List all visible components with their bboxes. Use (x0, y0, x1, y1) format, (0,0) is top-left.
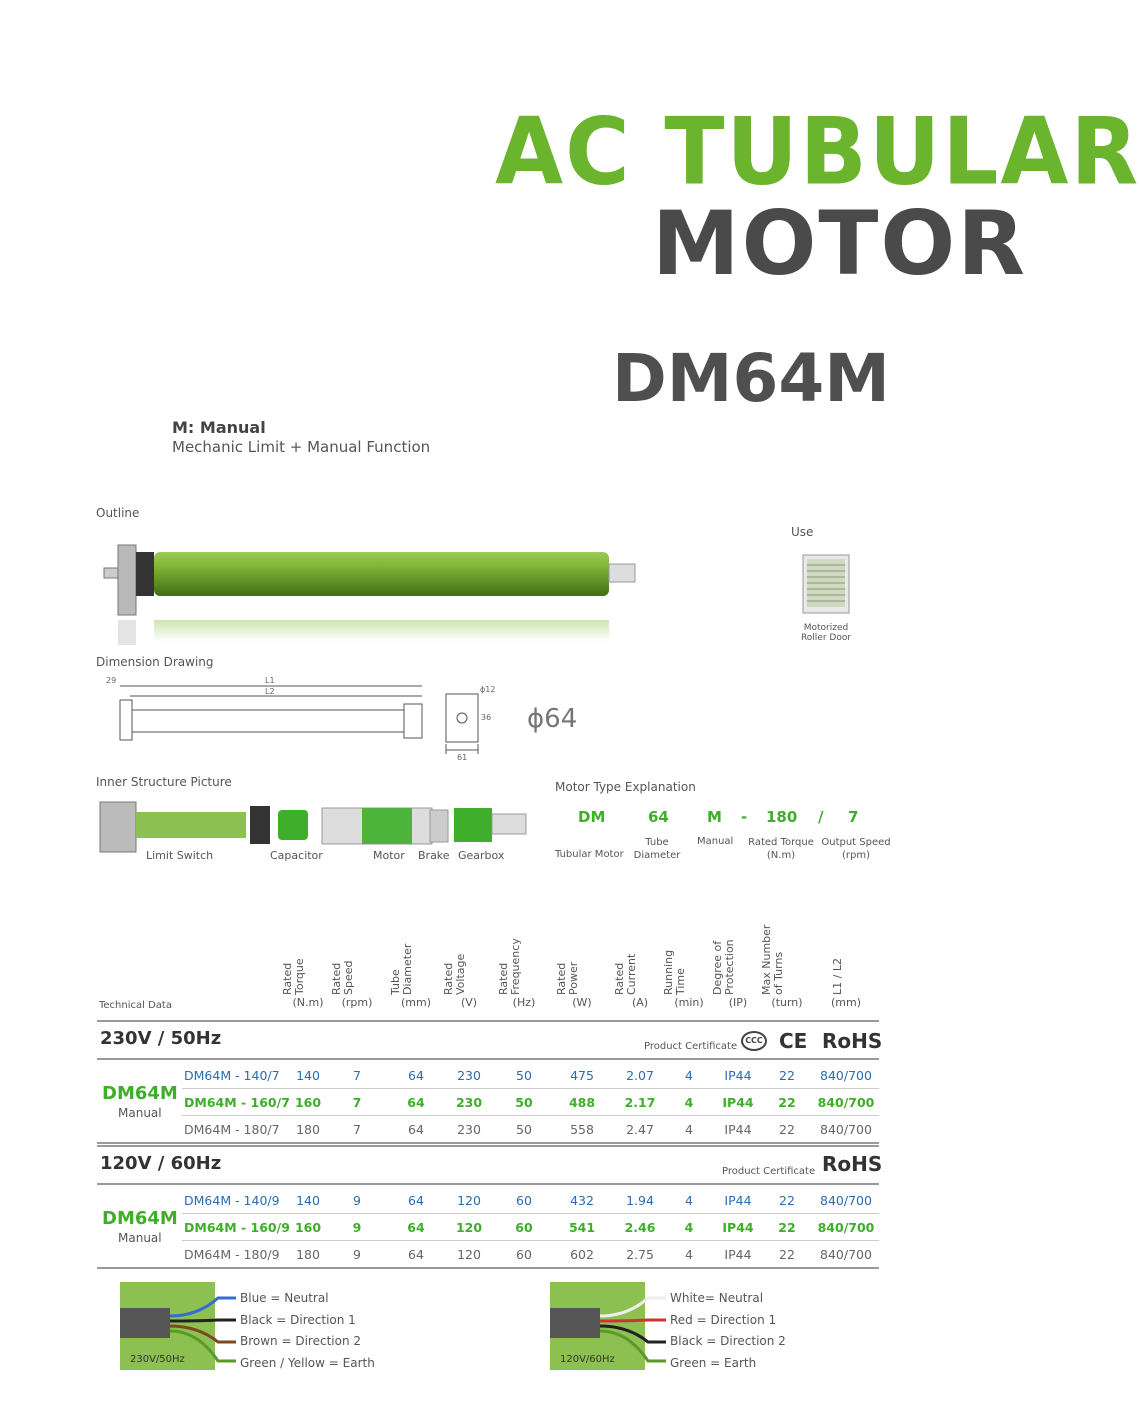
voltage-tag: 230V/50Hz (130, 1354, 185, 1365)
row-cell: 50 (515, 1095, 533, 1110)
row-cell: 64 (407, 1220, 425, 1235)
row-cell: 50 (516, 1122, 532, 1137)
row-cell: 9 (353, 1247, 361, 1262)
wire-label: Blue = Neutral (240, 1291, 329, 1305)
lbl-speed-unit: (rpm) (841, 850, 870, 861)
row-cell: 2.46 (624, 1220, 656, 1235)
use-label: Use (791, 525, 814, 539)
header-line-1: Rated (497, 962, 510, 995)
wire-label: White= Neutral (670, 1291, 764, 1305)
row-cell: 840/700 (820, 1068, 872, 1083)
part-motor: Motor (373, 849, 405, 862)
code-m: M (707, 808, 722, 826)
certificate-label: Product Certificate (644, 1041, 738, 1052)
header-line-2: Power (567, 961, 580, 995)
row-cell: 22 (779, 1068, 795, 1083)
column-unit: (rpm) (341, 996, 373, 1009)
row-cell: 4 (684, 1220, 694, 1235)
row-cell: IP44 (722, 1220, 754, 1235)
lbl-rated-torque: Rated Torque (748, 837, 814, 848)
dim-l1: L1 (265, 676, 275, 685)
row-cell: 840/700 (817, 1220, 875, 1235)
row-cell: 602 (570, 1247, 594, 1262)
cable-body (120, 1308, 170, 1338)
model-name: DM64M (612, 340, 890, 417)
row-cell: 120 (457, 1193, 481, 1208)
lbl-diameter: Diameter (633, 850, 681, 861)
certificate-label: Product Certificate (722, 1166, 816, 1177)
row-cell: 840/700 (817, 1095, 875, 1110)
row-cell: 64 (407, 1095, 425, 1110)
column-header (760, 915, 825, 995)
header-line-1: Rated (330, 962, 343, 995)
ccc-mark: CCC (741, 1031, 767, 1051)
column-unit: (A) (631, 996, 649, 1009)
header-line-1: Degree of (711, 940, 724, 995)
dim-29: 29 (106, 676, 117, 685)
row-cell: 64 (408, 1122, 424, 1137)
row-cell: 22 (779, 1247, 795, 1262)
row-model: DM64M - 140/9 (184, 1193, 280, 1208)
header-line-2: Speed (342, 960, 355, 995)
mode-description: Mechanic Limit + Manual Function (172, 438, 431, 456)
lbl-output-speed: Output Speed (821, 837, 891, 848)
row-cell: IP44 (724, 1247, 752, 1262)
group-bottom-rule (97, 1142, 879, 1144)
row-cell: IP44 (724, 1068, 752, 1083)
header-line-1: Rated (281, 962, 294, 995)
row-model: DM64M - 140/7 (184, 1068, 280, 1083)
dim-l2: L2 (265, 687, 275, 696)
row-cell: 120 (455, 1220, 483, 1235)
row-cell: 4 (685, 1193, 693, 1208)
row-cell: 840/700 (820, 1193, 872, 1208)
header-line-1: Rated (442, 962, 455, 995)
group-title: 230V / 50Hz (100, 1028, 222, 1049)
row-cell: 7 (353, 1068, 361, 1083)
dimension-label: Dimension Drawing (96, 655, 214, 669)
column-header (330, 915, 395, 995)
group-title: 120V / 60Hz (100, 1153, 222, 1174)
dim-61: 61 (457, 753, 468, 762)
family-name: DM64M (102, 1208, 178, 1229)
roller-door-icon (803, 555, 849, 613)
header-line-1: L1 / L2 (831, 958, 844, 995)
row-cell: 64 (408, 1068, 424, 1083)
table-row (97, 1214, 879, 1240)
row-cell: 140 (296, 1193, 320, 1208)
header-line-2: Diameter (401, 943, 414, 995)
row-cell: 2.07 (626, 1068, 654, 1083)
row-model: DM64M - 160/7 (184, 1095, 290, 1110)
wire-label: Black = Direction 1 (240, 1312, 356, 1327)
technical-data-label: Technical Data (99, 1000, 172, 1011)
row-cell: 541 (568, 1220, 596, 1235)
part-limit-switch: Limit Switch (146, 849, 214, 862)
header-line-2: Protection (723, 939, 736, 995)
header-line-2: Torque (293, 958, 306, 995)
family-sub: Manual (118, 1106, 162, 1120)
header-line-1: Rated (555, 962, 568, 995)
row-cell: 4 (685, 1068, 693, 1083)
column-unit: (turn) (771, 996, 803, 1009)
row-cell: 7 (353, 1122, 361, 1137)
wire (170, 1320, 236, 1321)
row-cell: 22 (779, 1122, 795, 1137)
row-cell: 4 (685, 1122, 693, 1137)
code-dm: DM (578, 808, 606, 826)
row-cell: 475 (570, 1068, 594, 1083)
table-row (97, 1062, 879, 1088)
wire-label: Green / Yellow = Earth (240, 1355, 375, 1370)
family-name: DM64M (102, 1083, 178, 1104)
row-cell: 180 (296, 1122, 320, 1137)
table-row (97, 1187, 879, 1213)
type-explanation-label: Motor Type Explanation (555, 780, 696, 794)
column-header (824, 915, 884, 995)
row-cell: 64 (408, 1193, 424, 1208)
row-cell: 230 (457, 1068, 481, 1083)
lbl-torque-unit: (N.m) (766, 850, 796, 861)
group-top-rule (97, 1020, 879, 1022)
code-slash: / (818, 808, 824, 826)
header-line-2: of Turns (772, 951, 785, 995)
header-line-2: Time (674, 968, 687, 995)
dim-36: 36 (481, 713, 492, 722)
row-cell: 840/700 (820, 1122, 872, 1137)
row-cell: 22 (778, 1220, 796, 1235)
header-line-2: Frequency (509, 938, 522, 995)
row-cell: 22 (779, 1193, 795, 1208)
column-unit: (min) (674, 996, 704, 1009)
ce-mark: CE (779, 1029, 808, 1053)
dimension-drawing (100, 672, 510, 762)
row-cell: 230 (457, 1122, 481, 1137)
part-brake: Brake (418, 849, 450, 862)
group-top-rule (97, 1145, 879, 1147)
row-cell: 180 (296, 1247, 320, 1262)
row-cell: 140 (296, 1068, 320, 1083)
voltage-tag: 120V/60Hz (560, 1354, 615, 1365)
wire (600, 1320, 666, 1321)
row-cell: 160 (294, 1095, 322, 1110)
header-line-1: Running (662, 949, 675, 995)
column-unit: (W) (572, 996, 592, 1009)
column-unit: (IP) (728, 996, 748, 1009)
row-cell: 160 (294, 1220, 322, 1235)
part-gearbox: Gearbox (458, 849, 505, 862)
title-line-2: MOTOR (652, 192, 1027, 295)
lbl-tubular-motor: Tubular Motor (555, 849, 624, 860)
row-cell: 9 (352, 1220, 362, 1235)
table-row (97, 1089, 879, 1115)
wire-label: Green = Earth (670, 1355, 757, 1370)
rohs-mark: RoHS (822, 1152, 883, 1176)
row-cell: 2.17 (624, 1095, 656, 1110)
row-cell: 50 (516, 1068, 532, 1083)
header-line-1: Max Number (760, 924, 773, 995)
row-cell: 4 (685, 1247, 693, 1262)
row-cell: 9 (353, 1193, 361, 1208)
row-model: DM64M - 180/7 (184, 1122, 280, 1137)
use-caption-2: Roller Door (800, 633, 852, 643)
dim-12: ϕ12 (480, 685, 496, 694)
row-cell: 4 (684, 1095, 694, 1110)
use-caption-1: Motorized (803, 623, 849, 633)
part-capacitor: Capacitor (270, 849, 323, 862)
row-cell: 2.47 (626, 1122, 654, 1137)
row-cell: 2.75 (626, 1247, 654, 1262)
row-cell: 120 (457, 1247, 481, 1262)
group-header-rule (97, 1058, 879, 1060)
column-unit: (mm) (400, 996, 431, 1009)
lbl-manual: Manual (697, 836, 734, 847)
row-cell: 230 (455, 1095, 483, 1110)
column-header (497, 915, 562, 995)
row-cell: 60 (516, 1193, 532, 1208)
row-cell: 22 (778, 1095, 796, 1110)
inner-structure-label: Inner Structure Picture (96, 775, 232, 789)
header-line-2: Voltage (454, 953, 467, 995)
row-cell: IP44 (722, 1095, 754, 1110)
title-line-1: AC TUBULAR (495, 97, 1140, 206)
column-unit: (Hz) (512, 996, 536, 1009)
row-cell: 64 (408, 1247, 424, 1262)
outline-label: Outline (96, 506, 140, 520)
row-cell: 60 (515, 1220, 533, 1235)
mode-title: M: Manual (172, 418, 266, 437)
row-cell: IP44 (724, 1122, 752, 1137)
rohs-mark: RoHS (822, 1029, 883, 1053)
code-180: 180 (766, 808, 798, 826)
column-unit: (mm) (830, 996, 861, 1009)
group-bottom-rule (97, 1267, 879, 1269)
code-dash: - (741, 808, 748, 826)
row-cell: 840/700 (820, 1247, 872, 1262)
group-header-rule (97, 1183, 879, 1185)
family-sub: Manual (118, 1231, 162, 1245)
wire-label: Brown = Direction 2 (240, 1334, 362, 1348)
row-cell: 558 (570, 1122, 594, 1137)
column-unit: (N.m) (292, 996, 324, 1009)
row-cell: 432 (570, 1193, 594, 1208)
column-unit: (V) (460, 996, 478, 1009)
header-line-1: Tube (389, 969, 402, 995)
row-cell: 60 (516, 1247, 532, 1262)
header-line-1: Rated (613, 962, 626, 995)
row-cell: 1.94 (626, 1193, 654, 1208)
motor-outline-image (100, 540, 700, 650)
lbl-tube: Tube (645, 837, 669, 848)
diameter-label: ϕ64 (527, 704, 578, 734)
row-model: DM64M - 180/9 (184, 1247, 280, 1262)
column-header (555, 915, 620, 995)
row-cell: IP44 (724, 1193, 752, 1208)
row-cell: 7 (352, 1095, 362, 1110)
wire-label: Red = Direction 1 (670, 1312, 777, 1327)
row-model: DM64M - 160/9 (184, 1220, 290, 1235)
row-cell: 488 (568, 1095, 596, 1110)
table-row (97, 1116, 879, 1142)
code-64: 64 (648, 808, 669, 826)
wire-label: Black = Direction 2 (670, 1334, 786, 1348)
cable-body (550, 1308, 600, 1338)
table-row (97, 1241, 879, 1267)
code-7: 7 (848, 808, 859, 826)
header-line-2: Current (625, 953, 638, 995)
